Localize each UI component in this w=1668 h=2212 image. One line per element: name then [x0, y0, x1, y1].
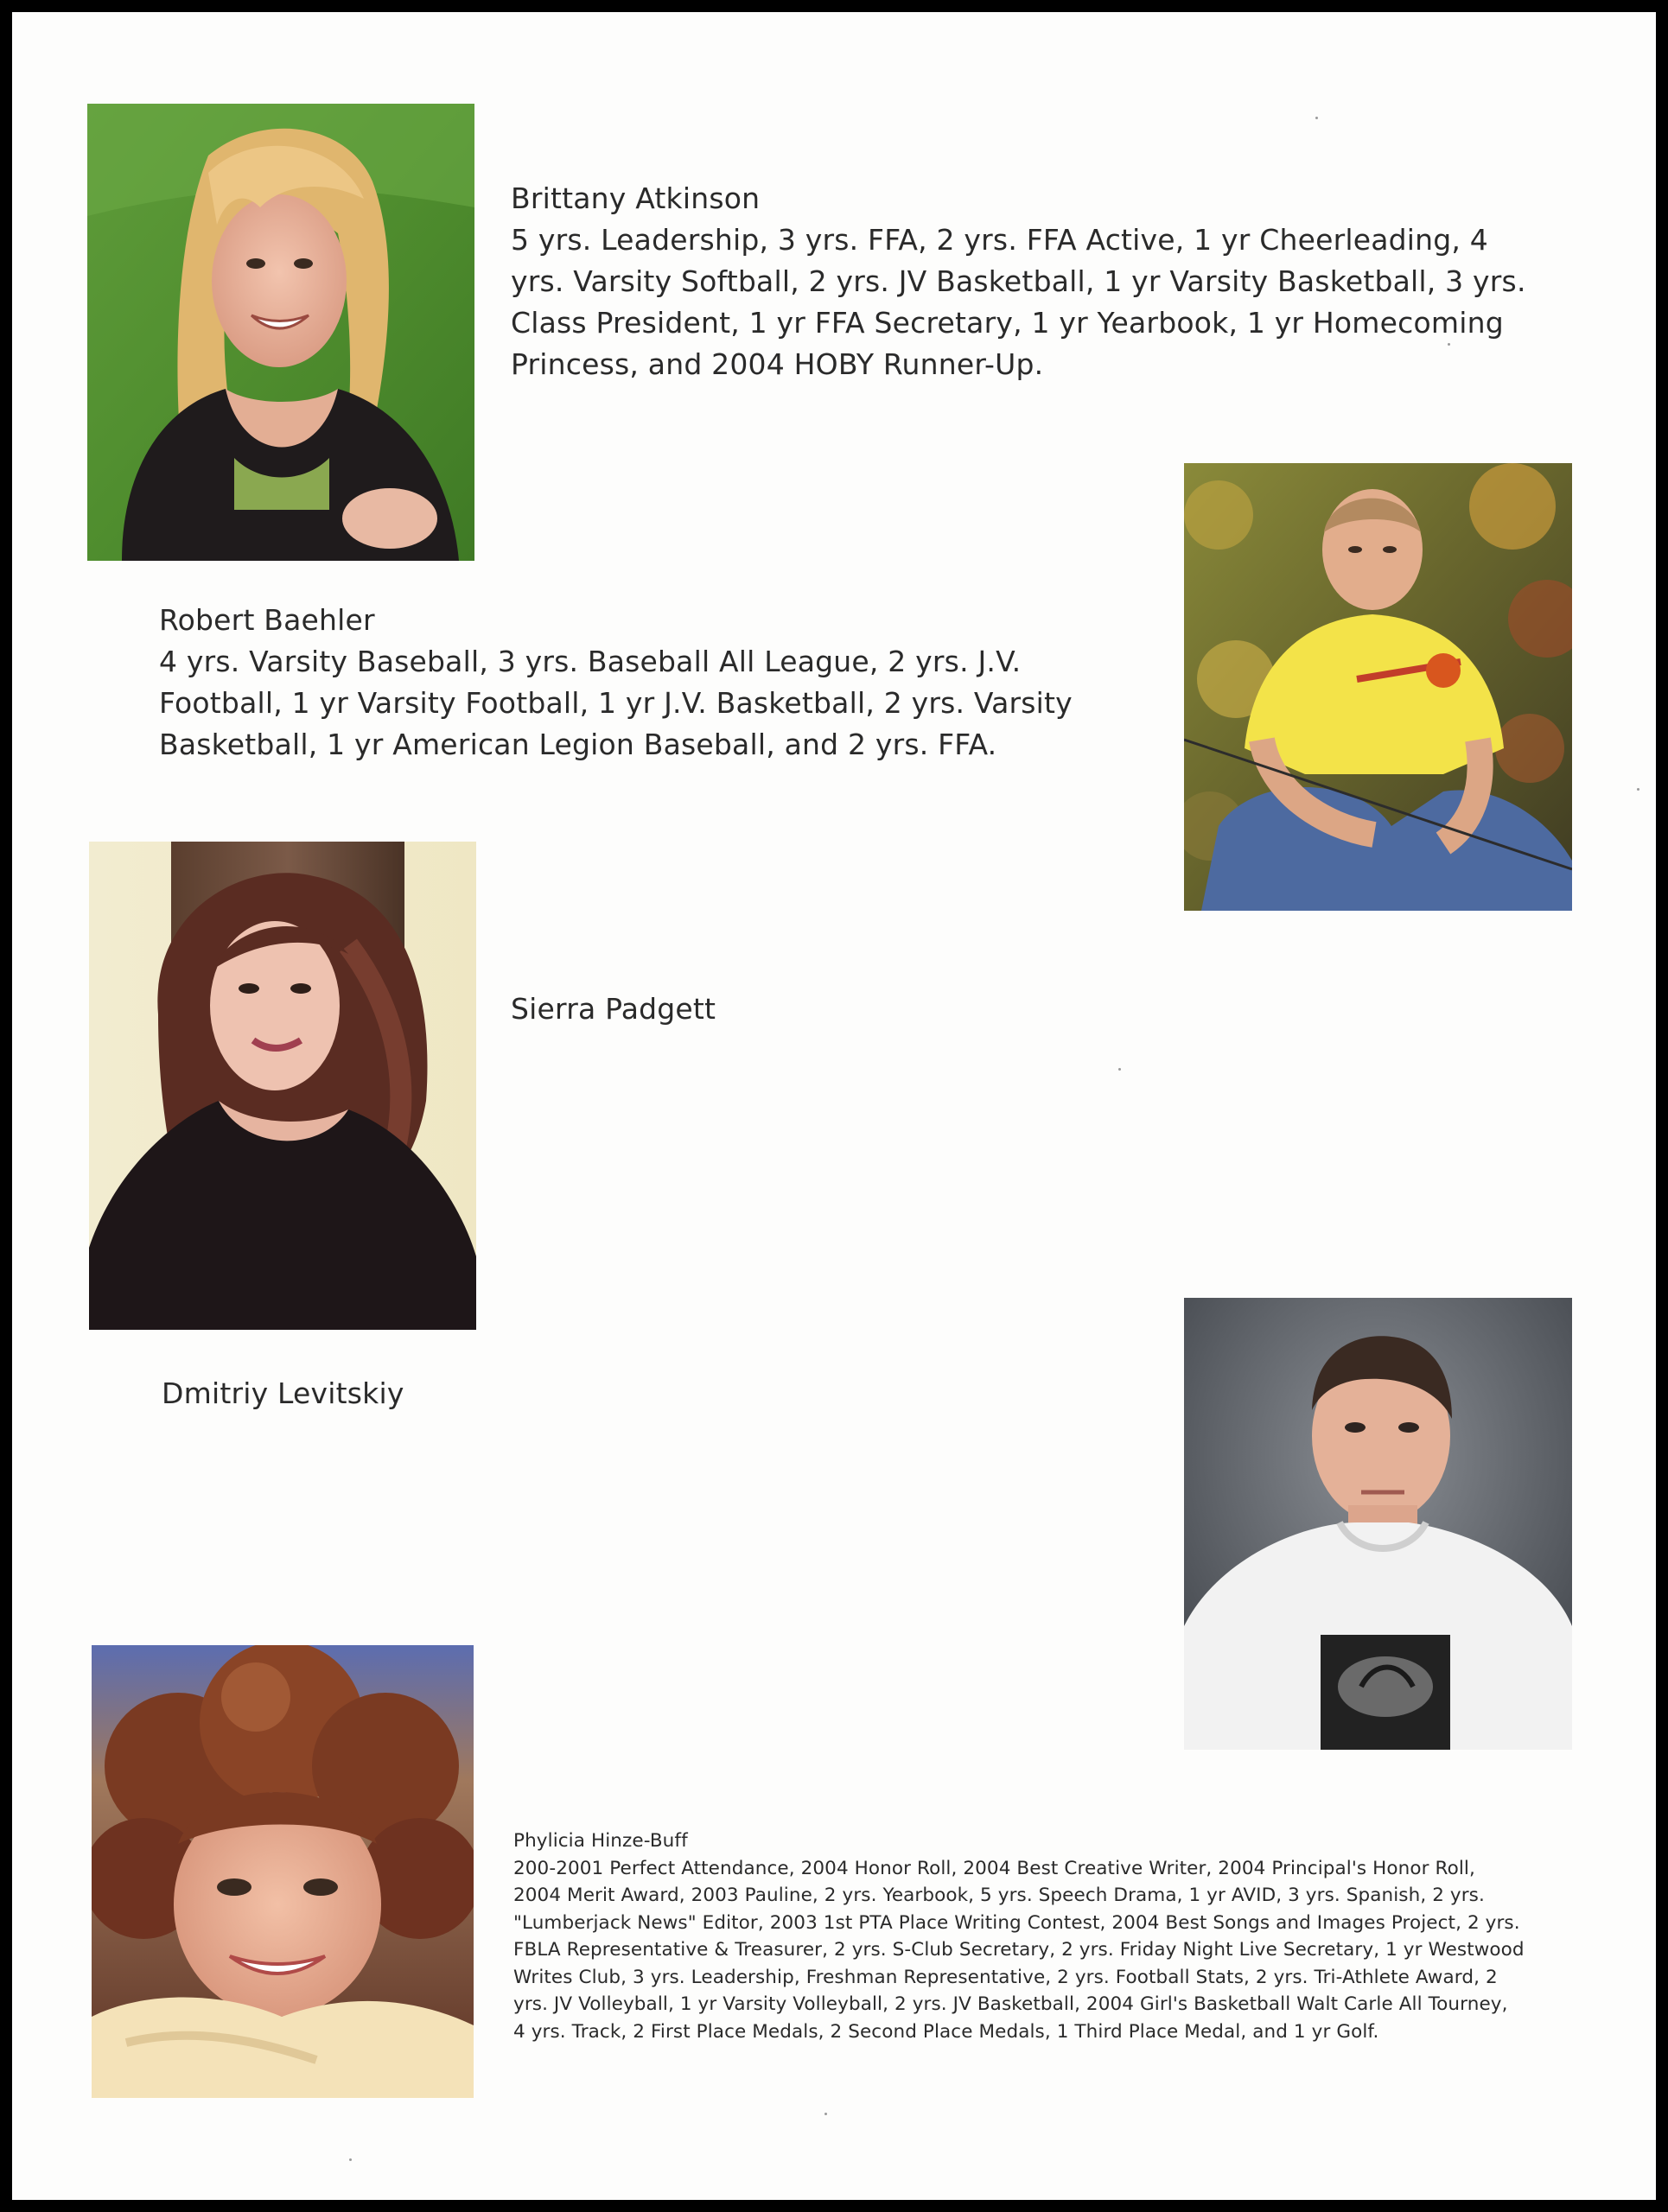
student-entry-robert [159, 600, 1140, 766]
student-bio: 5 yrs. Leadership, 3 yrs. FFA, 2 yrs. FFA Active, 1 yr Cheerleading, 4 yrs. Varsity Softball, 2 yrs. JV Basketball, 1 yr Varsity Basketball, 3 yrs. Class President, 1 yr FFA Secretary, 1 yr Yearbook, 1 yr Homecoming Princess, and 2004 HOBY Runner-Up. [511, 223, 1526, 381]
yearbook-page [12, 12, 1656, 2200]
student-name: Sierra Padgett [511, 992, 716, 1026]
scan-speck [1118, 1068, 1121, 1071]
portrait-photo-phylicia [92, 1645, 474, 2098]
scan-speck [824, 2113, 827, 2115]
student-bio: 200-2001 Perfect Attendance, 2004 Honor Roll, 2004 Best Creative Writer, 2004 Principal's Honor Roll, 2004 Merit Award, 2003 Pauline, 2 yrs. Yearbook, 5 yrs. Speech Drama, 1 yr AVID, 3 yrs. Spanish, 2 yrs. "Lumberjack News" Editor, 2003 1st PTA Place Writing Contest, 2004 Best Songs and Images Project, 2 yrs. FBLA Representative & Treasurer, 2 yrs. S-Club Secretary, 2 yrs. Friday Night Live Secretary, 1 yr Westwood Writes Club, 3 yrs. Leadership, Freshman Representative, 2 yrs. Football Stats, 2 yrs. Tri-Athlete Award, 2 yrs. JV Volleyball, 1 yr Varsity Volleyball, 2 yrs. JV Basketball, 2004 Girl's Basketball Walt Carle All Tourney, 4 yrs. Track, 2 First Place Medals, 2 Second Place Medals, 1 Third Place Medal, and 1 yr Golf. [513, 1857, 1525, 2043]
student-entry-dmitriy [162, 1373, 939, 1414]
student-entry-sierra [511, 988, 1289, 1030]
student-bio: 4 yrs. Varsity Baseball, 3 yrs. Baseball All League, 2 yrs. J.V. Football, 1 yr Varsity Football, 1 yr J.V. Basketball, 2 yrs. Varsity Basketball, 1 yr American Legion Baseball, and 2 yrs. FFA. [159, 645, 1073, 761]
scan-speck [1315, 117, 1318, 119]
scan-speck [1637, 788, 1639, 791]
portrait-photo-brittany [87, 104, 474, 561]
student-entry-phylicia [513, 1827, 1525, 2045]
student-name: Phylicia Hinze-Buff [513, 1830, 688, 1852]
scan-speck [1448, 343, 1450, 346]
portrait-photo-dmitriy [1184, 1298, 1572, 1750]
portrait-photo-sierra [89, 842, 476, 1330]
scan-speck [349, 2158, 352, 2161]
student-name: Robert Baehler [159, 603, 375, 637]
student-name: Brittany Atkinson [511, 181, 761, 215]
portrait-photo-robert [1184, 463, 1572, 911]
student-name: Dmitriy Levitskiy [162, 1376, 404, 1410]
student-entry-brittany [511, 178, 1548, 385]
